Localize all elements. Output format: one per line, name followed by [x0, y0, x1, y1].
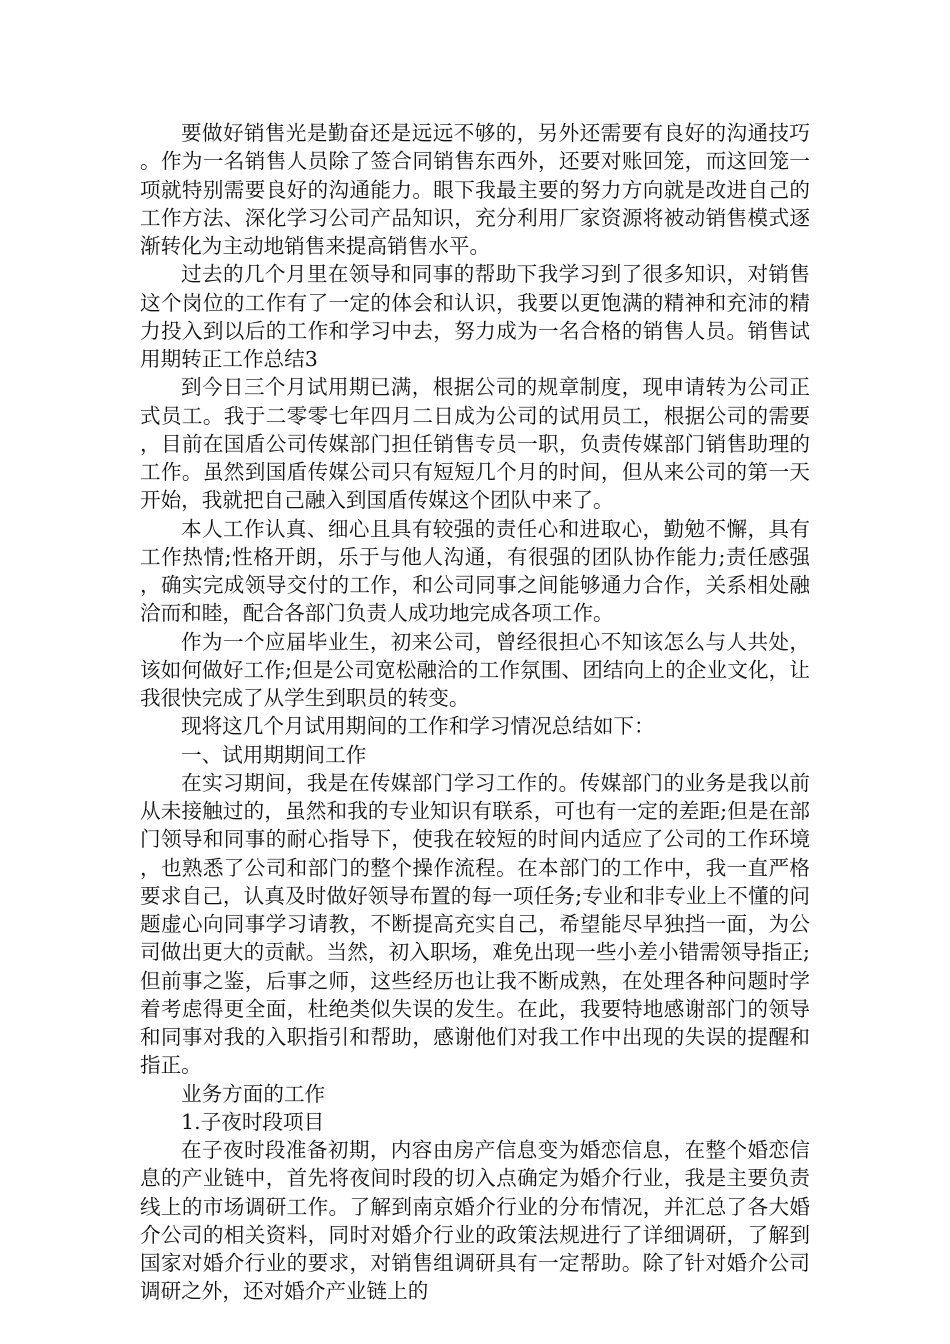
- document-body: [140, 119, 810, 1306]
- section-heading-business-work: 业务方面的工作: [181, 1081, 326, 1106]
- paragraph-graduate-transition: 作为一个应届毕业生，初来公司，曾经很担心不知该怎么与人共处，该如何做好工作;但是公司宽松融洽的工作氛围、团结向上的企业文化，让我很快完成了从学生到职员的转变。: [140, 629, 810, 710]
- paragraph-personal-qualities: 本人工作认真、细心且具有较强的责任心和进取心，勤勉不懈，具有工作热情;性格开朗，乐于与他人沟通，有很强的团队协作能力;责任感强，确实完成领导交付的工作，和公司同事之间能够通力合作，关系相处融洽而和睦，配合各部门负责人成功地完成各项工作。: [140, 516, 810, 626]
- paragraph-probation-complete: 到今日三个月试用期已满，根据公司的规章制度，现申请转为公司正式员工。我于二零零七年四月二日成为公司的试用员工，根据公司的需要，目前在国盾公司传媒部门担任销售专员一职，负责传媒部门销售助理的工作。虽然到国盾传媒公司只有短短几个月的时间，但从来公司的第一天开始，我就把自己融入到国盾传媒这个团队中来了。: [140, 375, 810, 513]
- paragraph-midnight-research: 在子夜时段准备初期，内容由房产信息变为婚恋信息，在整个婚恋信息的产业链中，首先将夜间时段的切入点确定为婚介行业，我是主要负责线上的市场调研工作。了解到南京婚介行业的分布情况，并汇总了各大婚介公司的相关资料，同时对婚介行业的政策法规进行了详细调研，了解到国家对婚介行业的要求，对销售组调研具有一定帮助。除了针对婚介公司调研之外，还对婚介产业链上的: [140, 1138, 810, 1304]
- subheading-midnight-project: 1.子夜时段项目: [181, 1109, 325, 1134]
- paragraph-past-months: 过去的几个月里在领导和同事的帮助下我学习到了很多知识，对销售这个岗位的工作有了一定的体会和认识，我要以更饱满的精神和充沛的精力投入到以后的工作和学习中去，努力成为一名合格的销售人员。销售试用期转正工作总结3: [140, 262, 810, 371]
- paragraph-summary-intro: 现将这几个月试用期间的工作和学习情况总结如下：: [181, 714, 655, 739]
- paragraph-internship: 在实习期间，我是在传媒部门学习工作的。传媒部门的业务是我以前从未接触过的，虽然和我的专业知识有联系，可也有一定的差距;但是在部门领导和同事的耐心指导下，使我在较短的时间内适应了公司的工作环境，也熟悉了公司和部门的整个操作流程。在本部门的工作中，我一直严格要求自己，认真及时做好领导布置的每一项任务;专业和非专业上不懂的问题虚心向同事学习请教，不断提高充实自己，希望能尽早独挡一面，为公司做出更大的贡献。当然，初入职场，难免出现一些小差小错需领导指正;但前事之鉴，后事之师，这些经历也让我不断成熟，在处理各种问题时学着考虑得更全面，杜绝类似失误的发生。在此，我要特地感谢部门的领导和同事对我的入职指引和帮助，感谢他们对我工作中出现的失误的提醒和指正。: [140, 770, 810, 1078]
- paragraph-sales-communication: 要做好销售光是勤奋还是远远不够的，另外还需要有良好的沟通技巧。作为一名销售人员除了签合同销售东西外，还要对账回笼，而这回笼一项就特别需要良好的沟通能力。眼下我最主要的努力方向就是改进自己的工作方法、深化学习公司产品知识，充分利用厂家资源将被动销售模式逐渐转化为主动地销售来提高销售水平。: [140, 121, 810, 258]
- section-heading-probation-work: 一、试用期期间工作: [181, 742, 367, 767]
